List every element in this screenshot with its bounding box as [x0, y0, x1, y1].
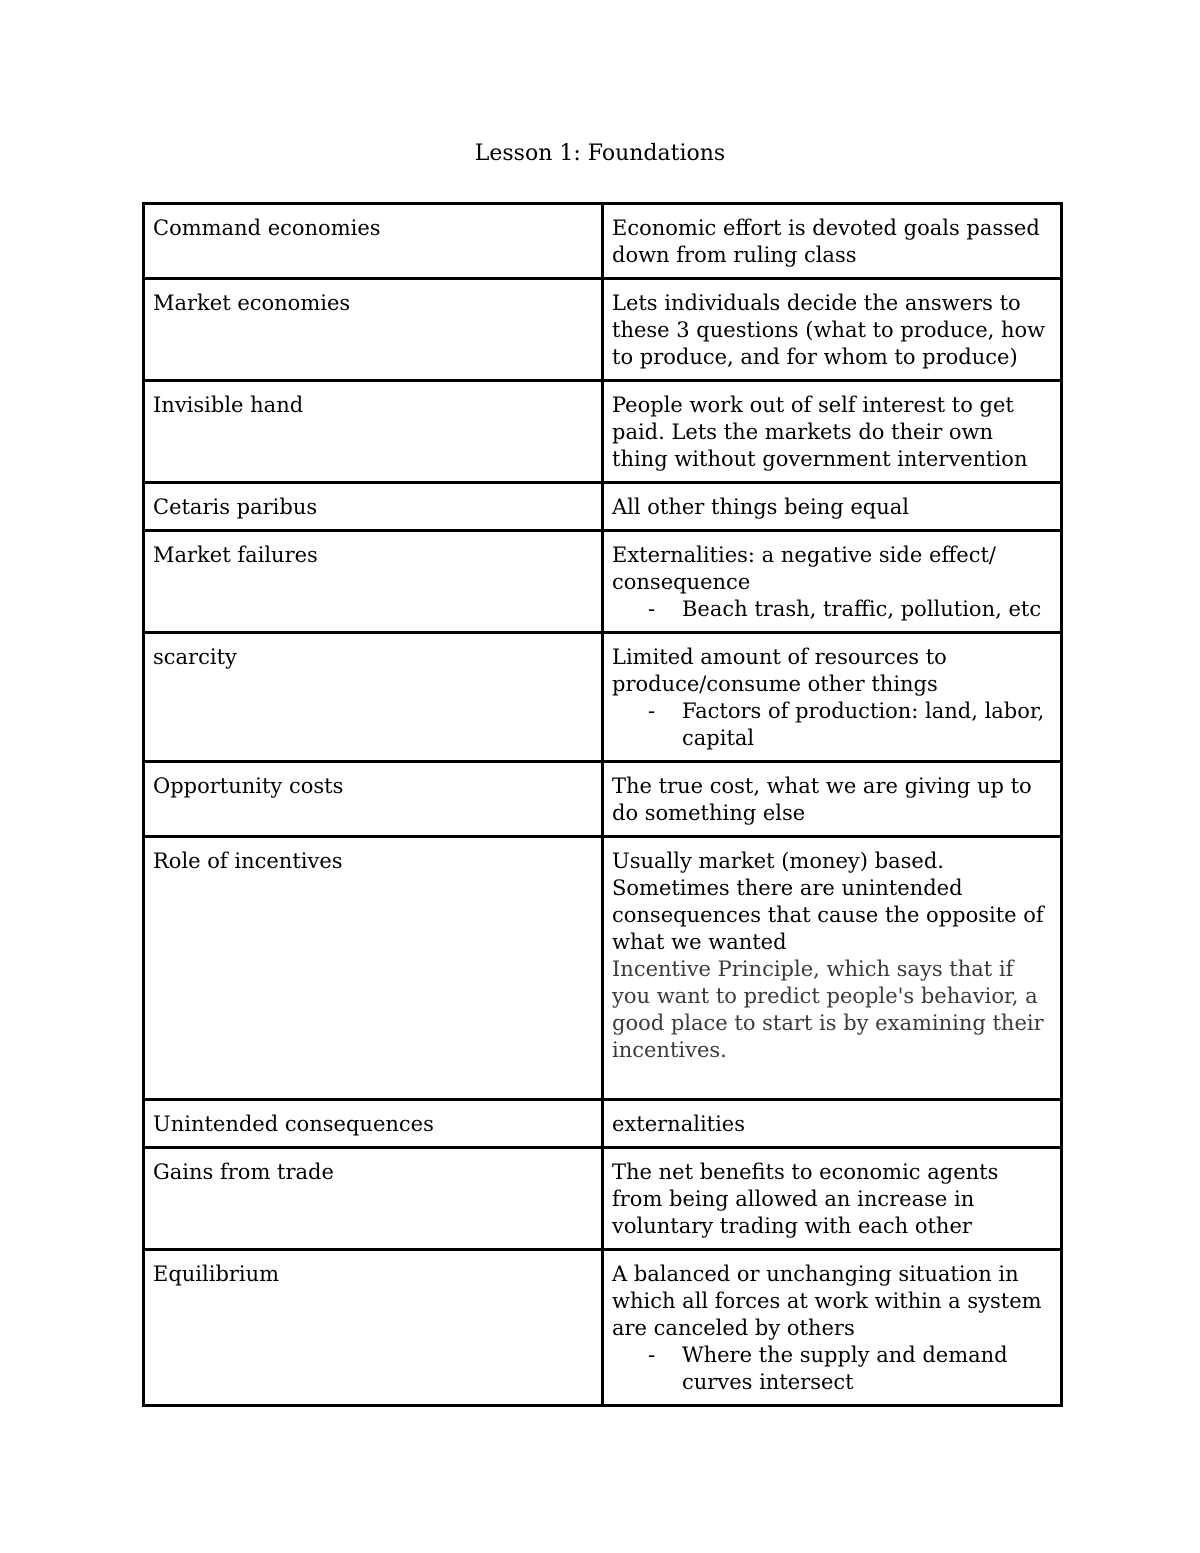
bullet-text: Beach trash, traffic, pollution, etc	[682, 597, 1042, 621]
table-row	[144, 531, 1062, 633]
definition-text: The net benefits to economic agents from being allowed an increase in voluntary trading with each other	[612, 1160, 999, 1238]
definition-cell	[603, 483, 1062, 531]
definition-cell	[603, 279, 1062, 381]
term-cell: Gains from trade	[144, 1148, 603, 1250]
term-cell: Market economies	[144, 279, 603, 381]
bullet-marker: -	[648, 699, 656, 723]
page-title: Lesson 1: Foundations	[474, 141, 726, 166]
table-row	[144, 381, 1062, 483]
definition-text: Limited amount of resources to produce/consume other things	[612, 645, 947, 696]
definition-text: Lets individuals decide the answers to these 3 questions (what to produce, how to produce, and for whom to produce)	[612, 291, 1046, 369]
glossary-table	[142, 202, 1063, 1407]
bullet-marker: -	[648, 597, 656, 621]
bullet-text: Where the supply and demand curves intersect	[682, 1343, 1008, 1394]
bullet-marker: -	[648, 1343, 656, 1367]
table-row	[144, 1148, 1062, 1250]
definition-text: People work out of self interest to get paid. Lets the markets do their own thing without government intervention	[612, 393, 1028, 471]
bullet-item	[612, 1342, 1050, 1396]
definition-text: Externalities: a negative side effect/ consequence	[612, 543, 996, 594]
definition-cell	[603, 633, 1062, 762]
definition-text: Economic effort is devoted goals passed down from ruling class	[612, 216, 1040, 267]
definition-cell	[603, 381, 1062, 483]
term-cell: Equilibrium	[144, 1250, 603, 1406]
term-cell: Unintended consequences	[144, 1100, 603, 1148]
table-row	[144, 762, 1062, 837]
table-row	[144, 279, 1062, 381]
definition-text: All other things being equal	[612, 495, 909, 519]
term-cell: Market failures	[144, 531, 603, 633]
term-cell: Cetaris paribus	[144, 483, 603, 531]
definition-cell	[603, 1100, 1062, 1148]
term-cell: Opportunity costs	[144, 762, 603, 837]
term-cell: Command economies	[144, 204, 603, 279]
bullet-text: Factors of production: land, labor, capital	[682, 699, 1045, 750]
definition-cell	[603, 1250, 1062, 1406]
table-row	[144, 837, 1062, 1100]
term-cell: scarcity	[144, 633, 603, 762]
term-cell: Invisible hand	[144, 381, 603, 483]
bullet-item	[612, 596, 1050, 623]
definition-text: externalities	[612, 1112, 746, 1136]
definition-text: A balanced or unchanging situation in which all forces at work within a system are canceled by others	[612, 1262, 1042, 1340]
definition-cell	[603, 837, 1062, 1100]
definition-cell	[603, 762, 1062, 837]
table-row	[144, 633, 1062, 762]
definition-cell	[603, 1148, 1062, 1250]
definition-quote: Incentive Principle, which says that if you want to predict people's behavior, a good place to start is by examining their incentives.	[612, 957, 1044, 1062]
table-row	[144, 1250, 1062, 1406]
table-row	[144, 1100, 1062, 1148]
definition-text: Usually market (money) based. Sometimes there are unintended consequences that cause the opposite of what we wanted	[612, 849, 1044, 954]
term-cell: Role of incentives	[144, 837, 603, 1100]
table-row	[144, 204, 1062, 279]
table-row	[144, 483, 1062, 531]
definition-cell	[603, 204, 1062, 279]
bullet-item	[612, 698, 1050, 752]
definition-text: The true cost, what we are giving up to do something else	[612, 774, 1032, 825]
definition-cell	[603, 531, 1062, 633]
